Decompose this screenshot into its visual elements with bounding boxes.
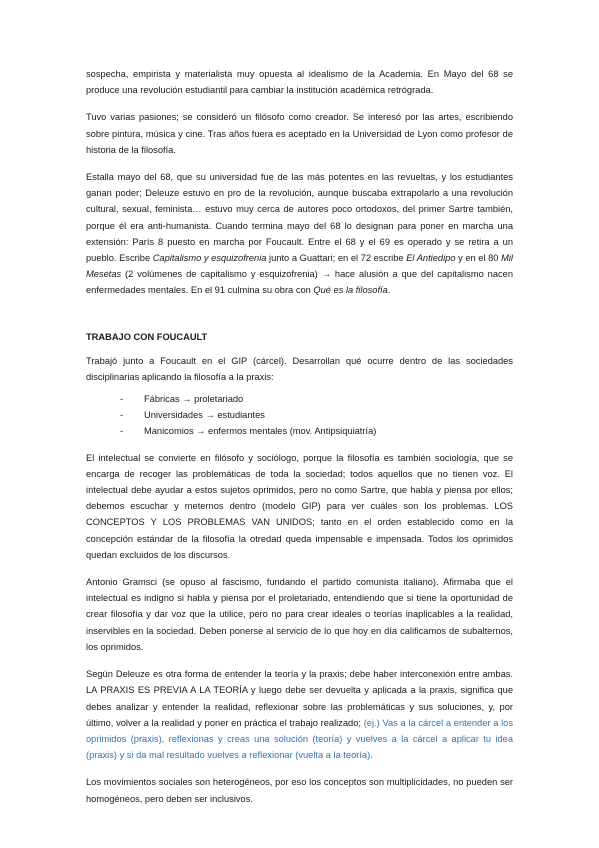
list-dash: - bbox=[120, 410, 124, 421]
list-item bbox=[86, 391, 513, 407]
text-run: Según Deleuze es otra forma de entender la teoría y la praxis; debe haber interconexión entre ambas. LA PRAXIS ES PREVIA A LA TEORÍA y luego debe ser devuelta y aplicada a la praxis, significa que debes analizar y entender la realidad, reflexionar sobre las problemáticas y sus soluciones, y, por último, volver a la realidad y poner en práctica el trabajo realizado; bbox=[86, 669, 513, 728]
paragraph-mayo-68 bbox=[86, 169, 513, 299]
text-run: . bbox=[387, 285, 391, 296]
list-item bbox=[86, 407, 513, 423]
book-title-que-es-la-filosofia: Qué es la filosofía bbox=[313, 285, 388, 296]
book-title-mil-mesetas: Mil Mesetas bbox=[86, 253, 513, 280]
list-dash: - bbox=[120, 426, 124, 437]
list-item-text: Universidades → estudiantes bbox=[144, 410, 265, 421]
paragraph-teoria-praxis bbox=[86, 666, 513, 763]
paragraph-intelectual: El intelectual se convierte en filósofo y sociólogo, porque la filosofía es también sociología, que se encarga de recoger las problemáticas de toda la sociedad; todos aquellos que no tienen voz. El intelectual debe ayudar a estos sujetos oprimidos, pero no como Sartre, que habla y piensa por ellos; debemos escuchar y meternos dentro (modelo GIP) para ver cuáles son los problemas. LOS CONCEPTOS Y LOS PROBLEMAS VAN UNIDOS; tanto en el orden establecido como en la concepción estándar de la filosofía la otredad queda impensable e impensada. Todos los oprimidos quedan excluidos de los discursos. bbox=[86, 452, 513, 560]
paragraph-gramsci: Antonio Gramsci (se opuso al fascismo, fundando el partido comunista italiano). Afirmaba que el intelectual es indigno si habla y piensa por el proletariado, entendiendo que si tiene la oportunidad de crear filosofía y dar voz que la utilice, pero no para crear ideales o teorías inaplicables a la realidad, inservibles en la sociedad. Deben ponerse al servicio de lo que hoy en día calificamos de subalternos, los oprimidos. bbox=[86, 577, 513, 652]
book-title-antiedipo: El Antiedipo bbox=[406, 253, 456, 264]
section-heading: TRABAJO CON FOUCAULT bbox=[86, 331, 208, 342]
book-title-capitalismo: Capitalismo y esquizofrenia bbox=[152, 253, 267, 264]
paragraph-academia: sospecha, empirista y materialista muy opuesta al idealismo de la Academia. En Mayo del 68 se produce una revolución estudiantil para cambiar la institución académica retrógrada. bbox=[86, 69, 513, 96]
list-dash: - bbox=[120, 394, 124, 405]
disciplinary-list bbox=[86, 391, 513, 440]
example-text: (ej.) Vas a la cárcel a entender a los oprimidos (praxis), reflexionas y creas una solución (teoría) y vuelves a la cárcel a aplicar tu idea (praxis) y si da mal resultado vuelves a reflexionar (vuelta a la teoría). bbox=[86, 717, 513, 761]
list-item-text: Fábricas → proletariado bbox=[144, 394, 244, 405]
paragraph-pasiones: Tuvo varias pasiones; se consideró un filósofo como creador. Se interesó por las artes, escribiendo sobre pintura, música y cine. Tras años fuera es aceptado en la Universidad de Lyon como profesor de historia de la filosofía. bbox=[86, 112, 513, 155]
list-item bbox=[86, 423, 513, 439]
paragraph-gip: Trabajó junto a Foucault en el GIP (cárcel). Desarrollan qué ocurre dentro de las sociedades disciplinarias aplicando la filosofía a la praxis: bbox=[86, 355, 513, 382]
text-run: y en el 80 bbox=[455, 253, 502, 264]
text-run: Estalla mayo del 68, que su universidad fue de las más potentes en las revueltas, y los estudiantes ganan poder; Deleuze estuvo en pro de la revolución, aunque buscaba extrapolarlo a una revolución cultural, sexual, feminista… estuvo muy cerca de autores poco ortodoxos, del primer Sartre también, porque él era anti-humanista. Cuando termina mayo del 68 lo designan para poner en marcha una extensión: París 8 puesto en marcha por Foucault. Entre el 68 y el 69 es operado y se retira a un pueblo. Escribe bbox=[86, 172, 513, 264]
list-item-text: Manicomios → enfermos mentales (mov. Antipsiquiatría) bbox=[144, 426, 377, 437]
paragraph-movimientos: Los movimientos sociales son heterogéneos, por eso los conceptos son multiplicidades, no pueden ser homogéneos, pero deben ser inclusivos. bbox=[86, 777, 513, 804]
text-run: (2 volúmenes de capitalismo y esquizofrenia) → hace alusión a que del capitalismo nacen enfermedades mentales. En el 91 culmina su obra con bbox=[86, 269, 513, 296]
text-run: junto a Guattari; en el 72 escribe bbox=[266, 253, 407, 264]
